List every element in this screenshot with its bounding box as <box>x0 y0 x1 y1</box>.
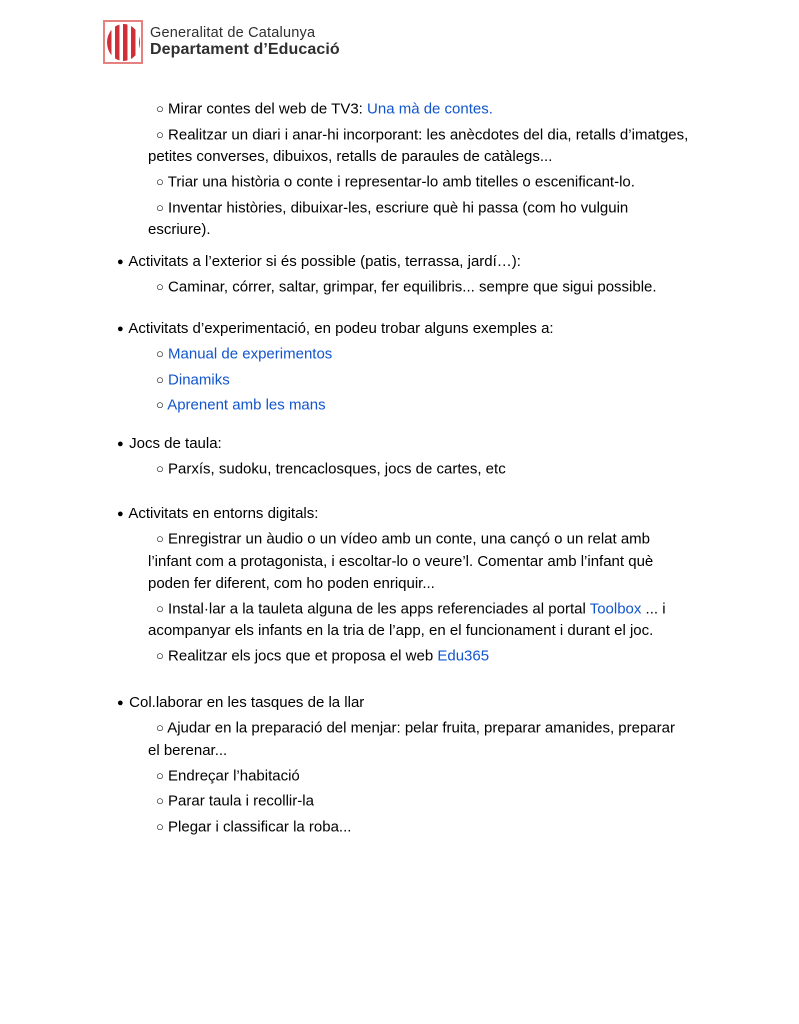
hollow-bullet-icon: ○ <box>156 371 164 387</box>
text-run: Triar una història o conte i representar-lo amb titelles o escenificant-lo. <box>167 173 635 191</box>
link-una-ma-de-contes[interactable]: Una mà de contes. <box>367 100 493 118</box>
link-aprenent-amb-les-mans[interactable]: Aprenent amb les mans <box>167 396 326 414</box>
list-item <box>0 98 799 121</box>
text-run: Col.laborar en les tasques de la llar <box>129 694 365 711</box>
hollow-bullet-icon: ○ <box>156 600 164 616</box>
text-run: Realitzar un diari i anar-hi incorporant: les anècdotes del dia, retalls d’imatges, petites converses, dibuixos, retalls de paraules de catàlegs... <box>148 126 689 165</box>
list-item <box>0 645 799 668</box>
list-item <box>0 816 799 839</box>
hollow-bullet-icon: ○ <box>156 199 164 215</box>
org-department: Departament d’Educació <box>150 41 340 58</box>
list-item <box>0 124 799 169</box>
text-run: Parxís, sudoku, trencaclosques, jocs de cartes, etc <box>168 460 506 478</box>
hollow-bullet-icon: ○ <box>156 461 164 476</box>
hollow-bullet-icon: ○ <box>156 101 164 116</box>
text-run: Activitats en entorns digitals: <box>128 505 319 522</box>
filled-bullet-icon: ● <box>117 508 124 520</box>
hollow-bullet-icon: ○ <box>156 648 164 663</box>
list-item <box>0 171 799 194</box>
section-1 <box>0 98 799 244</box>
link-dinamiks[interactable]: Dinamiks <box>168 371 230 388</box>
text-run: Instal·lar a la tauleta alguna de les apps referenciades al portal <box>168 600 590 617</box>
link-toolbox[interactable]: Toolbox <box>589 600 642 617</box>
section-heading <box>0 318 799 340</box>
hollow-bullet-icon: ○ <box>156 818 164 834</box>
list-item <box>0 528 799 595</box>
filled-bullet-icon: ● <box>117 256 124 268</box>
section-heading <box>0 692 799 714</box>
hollow-bullet-icon: ○ <box>156 279 164 294</box>
hollow-bullet-icon: ○ <box>156 346 164 361</box>
text-run: Caminar, córrer, saltar, grimpar, fer equilibris... sempre que sigui possible. <box>168 278 657 296</box>
text-run: Activitats d’experimentació, en podeu trobar alguns exemples a: <box>128 320 554 337</box>
section-4 <box>0 433 799 484</box>
text-run: Inventar històries, dibuixar-les, escriure què hi passa (com ho vulguin escriure). <box>148 199 629 238</box>
hollow-bullet-icon: ○ <box>156 531 164 546</box>
hollow-bullet-icon: ○ <box>156 126 164 142</box>
section-2 <box>0 251 799 302</box>
section-5 <box>0 503 799 671</box>
section-6 <box>0 692 799 841</box>
filled-bullet-icon: ● <box>117 697 124 709</box>
link-edu365[interactable]: Edu365 <box>437 647 490 665</box>
list-item <box>0 276 799 299</box>
list-item <box>0 790 799 813</box>
section-heading <box>0 251 799 273</box>
text-run: Endreçar l’habitació <box>168 767 300 784</box>
list-item <box>0 394 799 417</box>
text-run: Activitats a l’exterior si és possible (patis, terrassa, jardí…): <box>128 253 521 270</box>
hollow-bullet-icon: ○ <box>156 793 164 808</box>
list-item <box>0 197 799 242</box>
section-3 <box>0 318 799 420</box>
hollow-bullet-icon: ○ <box>156 174 164 189</box>
hollow-bullet-icon: ○ <box>156 397 164 412</box>
list-item <box>0 598 799 643</box>
text-run: ... i acompanyar els infants en la tria de l’app, en el funcionament i durant el joc. <box>148 600 666 639</box>
text-run: Enregistrar un àudio o un vídeo amb un conte, una cançó o un relat amb l’infant com a protagonista, i escoltar-lo o veure’l. Comentar amb l’infant què poden fer diferent, com ho poden enriquir... <box>148 530 654 592</box>
list-item <box>0 343 799 366</box>
text-run: Parar taula i recollir-la <box>168 792 314 810</box>
section-heading <box>0 503 799 525</box>
org-name: Generalitat de Catalunya <box>150 25 316 41</box>
filled-bullet-icon: ● <box>117 323 124 335</box>
list-item <box>0 458 799 481</box>
text-run: Plegar i classificar la roba... <box>168 818 352 835</box>
text-run: Mirar contes del web de TV3: <box>168 100 368 118</box>
list-item <box>0 369 799 392</box>
hollow-bullet-icon: ○ <box>156 720 164 735</box>
section-heading <box>0 433 799 455</box>
text-run: Realitzar els jocs que et proposa el web <box>168 647 438 665</box>
hollow-bullet-icon: ○ <box>156 767 164 783</box>
link-manual-de-experimentos[interactable]: Manual de experimentos <box>168 345 333 363</box>
text-run: Ajudar en la preparació del menjar: pelar fruita, preparar amanides, preparar el berenar... <box>148 719 675 759</box>
text-run: Jocs de taula: <box>129 435 222 452</box>
filled-bullet-icon: ● <box>117 438 124 450</box>
list-item <box>0 765 799 788</box>
list-item <box>0 717 799 762</box>
